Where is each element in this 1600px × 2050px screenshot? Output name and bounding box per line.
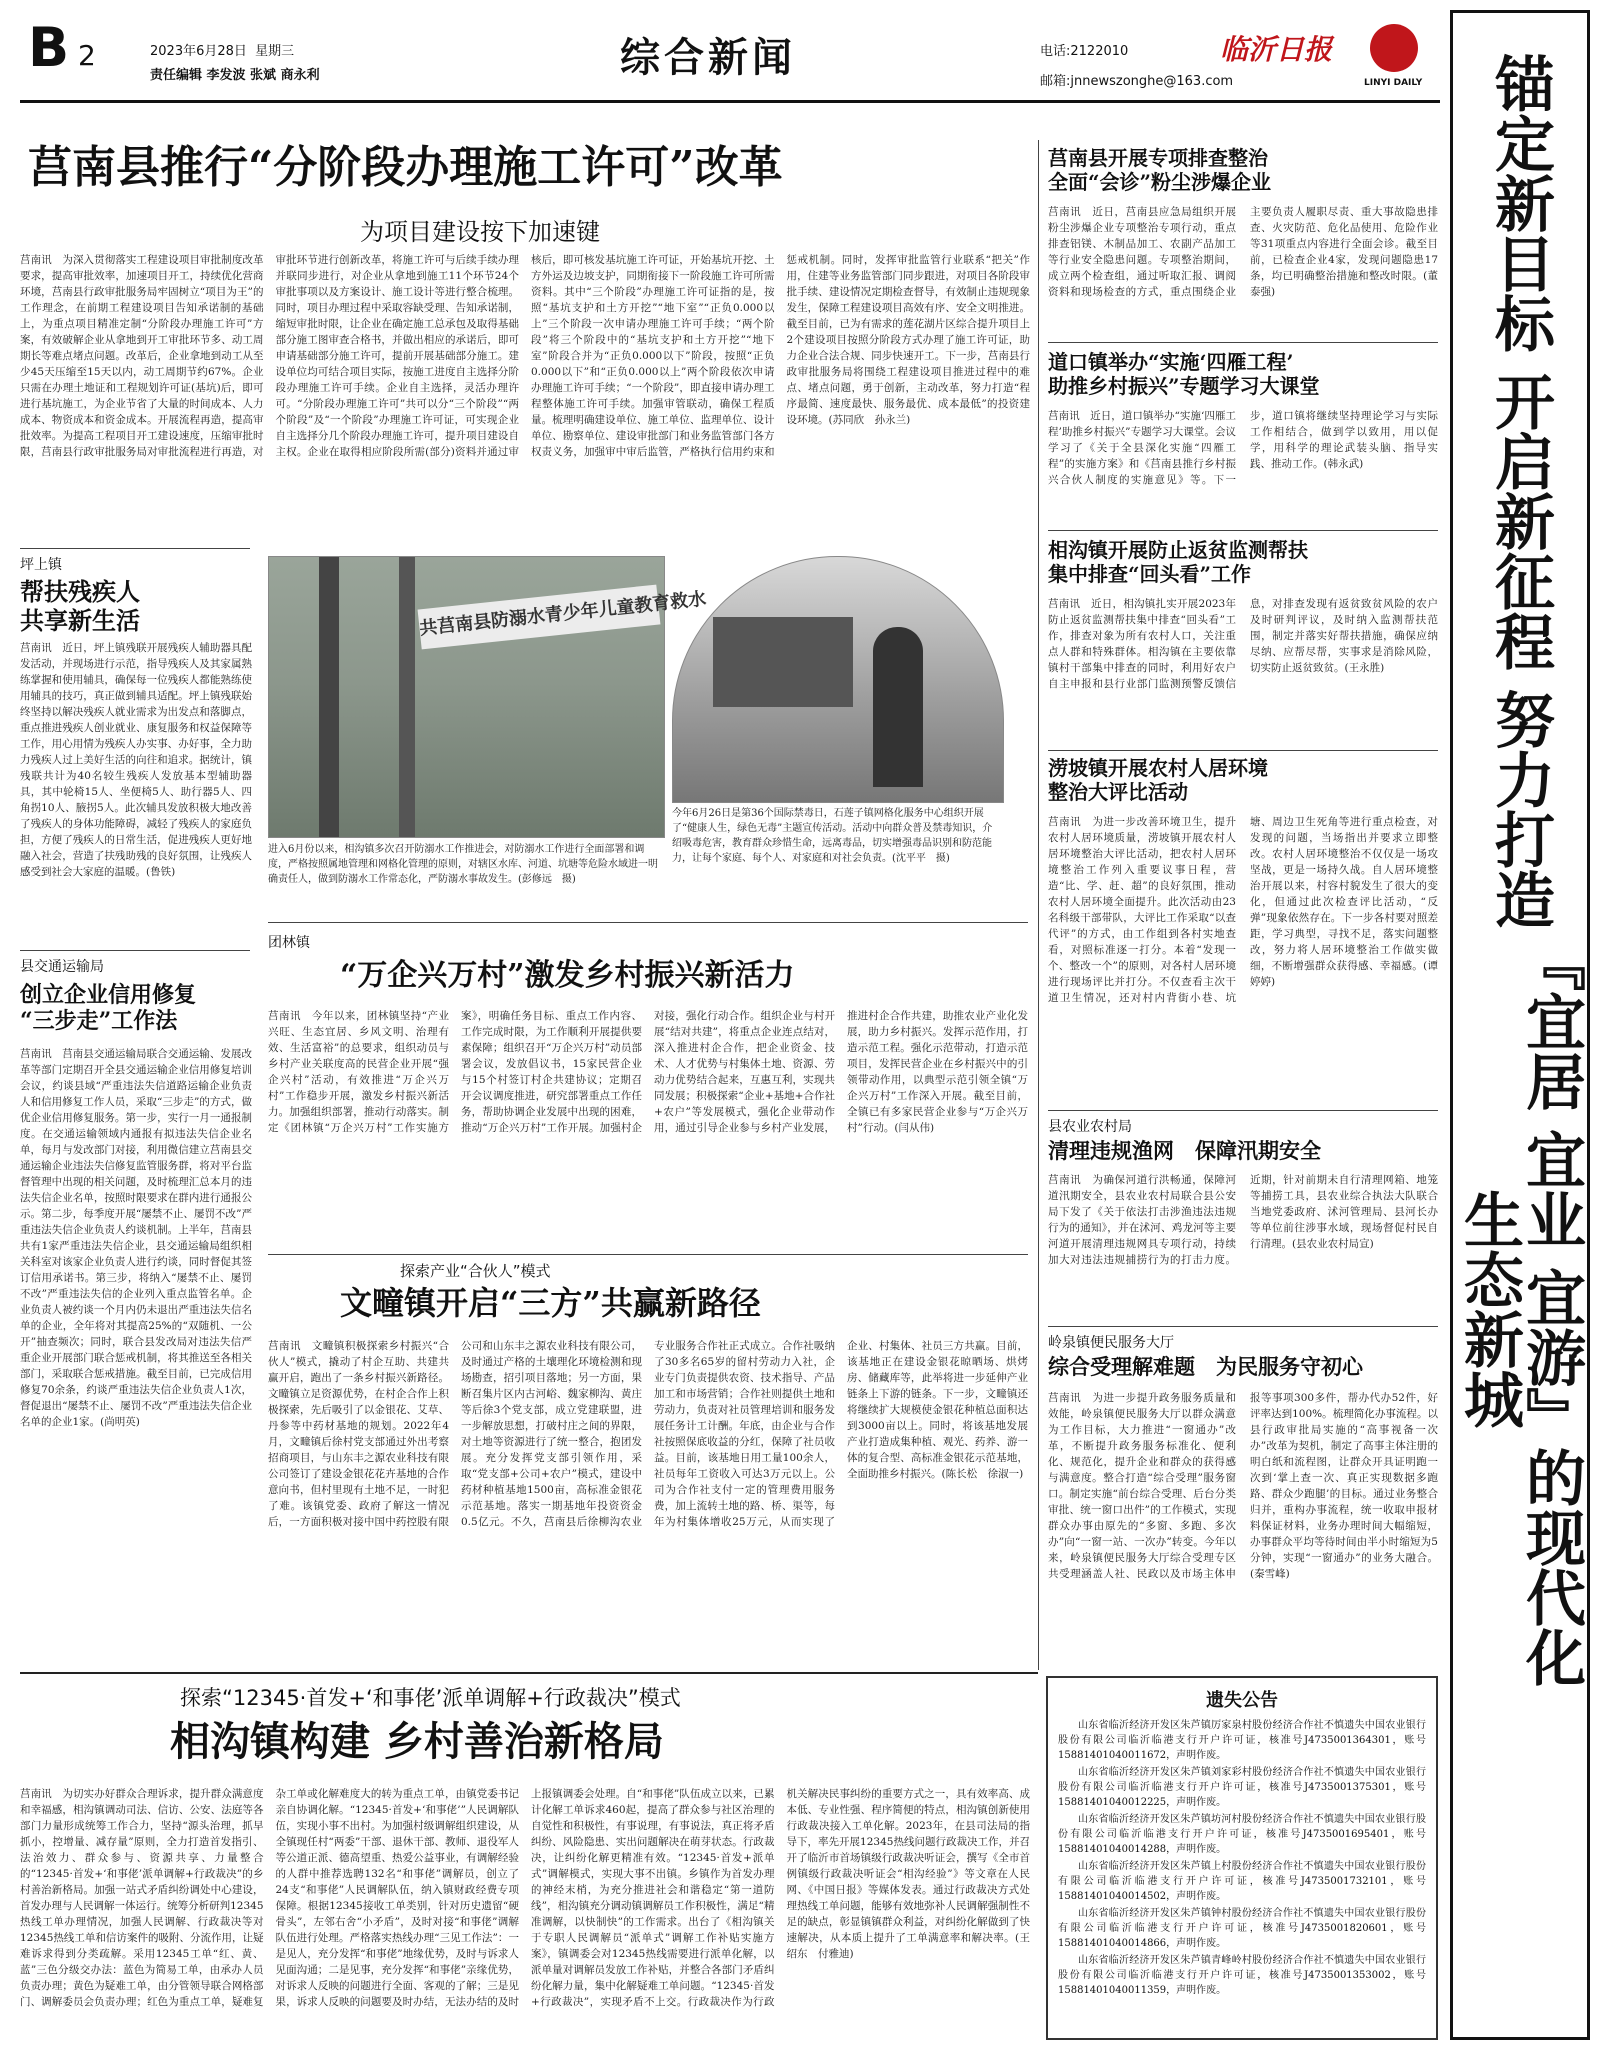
tuanlin-body: 莒南讯 今年以来，团林镇坚持“产业兴旺、生态宜居、乡风文明、治理有效、生活富裕”的总要求，组织动员与乡村产业关联度高的民营企业开展“强企兴村”活动，有效推进“万企兴万村”工作稳步开展，激发乡村振兴新活力。加强组织部署，推动行动落实。制定《团林镇“万企兴万村”工作实施方案》，明确任务目标、重点工作内容、工作完成时限，为工作顺利开展提供要素保障；组织召开“万企兴万村”动员部署会议，发放倡议书，15家民营企业与15个村签订村企共建协议；定期召开会议调度推进，研究部署重点工作任务，帮助协调企业发展中出现的困难，推动“万企兴万村”工作开展。加强村企对接，强化行动合作。组织企业与村开展“结对共建”，将重点企业连点结对，深入推进村企合作，把企业资金、技术、人才优势与村集体土地、资源、劳动力优势结合起来，互惠互利，实现共同发展；积极探索“企业+基地+合作社+农户”等发展模式，强化企业带动作用，通过引导企业参与乡村产业发展，推进村企合作共建，助推农业产业化发展，助力乡村振兴。发挥示范作用，打造示范工程。强化示范带动，打造示范项目，发挥民营企业在乡村振兴中的引领带动作用，以典型示范引领全镇“万企兴万村”工作深入开展。截至目前，全镇已有多家民营企业参与“万企兴万村”行动。(闫从伟) bbox=[268, 1010, 1028, 1134]
slogan-bar bbox=[1450, 10, 1590, 2040]
pingshang-title: 帮扶残疾人 共享新生活 bbox=[20, 577, 140, 635]
slogan-line: 努力打造 bbox=[1485, 689, 1555, 929]
banner-graphic bbox=[418, 585, 708, 650]
lead-subtitle: 为项目建设按下加速键 bbox=[360, 218, 600, 246]
wentong-kicker: 探索产业“合伙人”模式 bbox=[400, 1262, 551, 1280]
rule-a4 bbox=[1048, 750, 1438, 751]
masthead bbox=[20, 18, 1440, 106]
right-a6-title: 综合受理解难题 为民服务守初心 bbox=[1048, 1354, 1363, 1379]
slogan-line: 的现代化生态新城 bbox=[1454, 1189, 1586, 1687]
editors: 责任编辑 李发波 张斌 商永利 bbox=[150, 68, 320, 83]
weekday-text: 星期三 bbox=[255, 44, 295, 59]
xianggou-kicker: 探索“12345·首发+‘和事佬’派单调解+行政裁决”模式 bbox=[180, 1686, 681, 1710]
issue-date bbox=[150, 40, 294, 59]
pingshang-body: 莒南讯 近日，坪上镇残联开展残疾人辅助器具配发活动，并现场进行示范，指导残疾人及其家属熟练掌握和使用辅具，确保每一位残疾人都能熟练使用辅具的技巧，真正做到辅具适配。坪上镇残联始终坚持以解决残疾人就业需求为出发点和落脚点，重点推进残疾人创业就业、康复服务和权益保障等工作，用心用情为残疾人办实事、办好事，全力助力残疾人过上美好生活的向往和追求。据统计，镇残联共计为40名较生残疾人发放基本型辅助器具，其中轮椅15人、坐便椅5人、助行器5人、四角拐10人、腋拐5人。此次辅具发放积极大地改善了残疾人的身体功能障碍，减轻了残疾人的家庭负担，方便了残疾人的日常生活，促进残疾人更好地融入社会，营造了扶残助残的良好氛围，让残疾人感受到社会大家庭的温暖。(鲁铁) bbox=[20, 642, 252, 878]
rule-wentong bbox=[268, 1254, 1028, 1255]
lost-notice-box bbox=[1046, 1676, 1438, 2040]
transport-kicker: 县交通运输局 bbox=[20, 959, 104, 975]
wentong-body: 莒南讯 文疃镇积极探索乡村振兴“合伙人”模式，撬动了村企互助、共建共赢开启，跑出了一条乡村振兴新路径。文疃镇立足资源优势，在村企合作上积极探索，先后吸引了以金银花、艾草、丹参等中药材基地的规划。2022年4月，文疃镇后徐村党支部通过外出考察招商项目，与山东丰之源农业科技有限公司签订了建设金银花花卉基地的合作意向书，但村里现有土地不足，一时犯了难。该镇党委、政府了解这一情况后，一方面积极对接中国中药控股有限公司和山东丰之源农业科技有限公司，及时通过产格的土壤理化环境检测和现场勘查，招引项目落地；另一方面，果断召集片区内古河峪、魏家柳沟、黄庄等后徐3个党支部，成立党建联盟，进一步解放思想，打破村庄之间的界限，对土地等资源进行了统一整合，抱团发展。充分发挥党支部引领作用，采取“党支部+公司+农户”模式，建设中药材种植基地1500亩，高标准金银花示范基地。落实一期基地年投资资金0.5亿元。不久，莒南县后徐柳沟农业专业服务合作社正式成立。合作社吸纳了30多名65岁的留村劳动力入社，企业专门负责提供农资、技术指导、产品加工和市场营销；合作社则提供土地和劳动力，负责对社员管理培训和服务发展任务计工计酬。年底，由企业与合作社按照保底收益的分红，保障了社员收益。目前，该基地日用工量100余人，社员每年工资收入可达3万元以上。公司为合作社支付一定的管理费用服务费，加上流转土地的路、桥、渠等，每年为村集体增收25万元，从而实现了企业、村集体、社员三方共赢。目前，该基地正在建设金银花晾晒场、烘烤房、储藏库等，此举将进一步延伸产业链条上下游的链条。下一步，文疃镇还将继续扩大规模使金银花种植总面积达到3000亩以上。同时，将该基地发展产业打造成集种植、观光、药养、游一体的复合型、高标准金银花示范基地，全面助推乡村振兴。(陈长松 徐淑一) bbox=[268, 1340, 1028, 1528]
notice-item: 山东省临沂经济开发区朱芦镇青峰岭村股份经济合作社不慎遗失中国农业银行股份有限公司临沂临港支行开户许可证，核准号J4735001353002，账号15881401040011359，声明作废。 bbox=[1058, 1955, 1426, 1996]
section-title: 综合新闻 bbox=[620, 35, 796, 81]
paper-logo: 临沂日报 bbox=[1220, 33, 1333, 66]
notice-item: 山东省临沂经济开发区朱芦镇厉家泉村股份经济合作社不慎遗失中国农业银行股份有限公司临沂临港支行开户许可证，核准号J4735001364301，账号15881401040011672，声明作废。 bbox=[1058, 1720, 1426, 1761]
right-a5-kicker: 县农业农村局 bbox=[1048, 1119, 1132, 1135]
rule-transport bbox=[20, 950, 250, 951]
notice-title: 遗失公告 bbox=[1206, 1690, 1278, 1711]
paper-sub: LINYI DAILY bbox=[1364, 78, 1423, 88]
notice-list bbox=[1048, 1712, 1436, 2006]
lead-body: 莒南讯 为深入贯彻落实工程建设项目审批制度改革要求，提高审批效率，加速项目开工，持续优化营商环境，莒南县行政审批服务局牢固树立“项目为王”的工作理念，在前期工程建设项目告知承诺制的基础上，为重点项目精准定制“分阶段办理施工许可”方案，有效破解企业从拿地到开工审批环节多、动工周期长等难点堵点问题。改革后，企业拿地到动工从至少45天压缩至15天以内，动工周期节约67%。企业只需在办理土地证和工程规划许可证(基坑)后，即可进行基坑施工，为企业节省了大量的时间成本、人力成本、物资成本和资金成本。开展流程再造，提高审批效率。为提高工程项目开工建设速度，压缩审批时限，莒南县行政审批服务局对审批流程进行再造，对审批环节进行创新改革，将施工许可与后续手续办理并联同步进行，对企业从拿地到施工11个环节24个审批事项以及方案设计、施工设计等进行整合梳理。同时，项目办理过程中采取容缺受理、告知承诺制，缩短审批时限，让企业在确定施工总承包及取得基础部分施工图审查合格书，并做出相应的承诺后，即可申请基础部分施工许可，提前开展基础部分施工。建设单位均可结合项目实际，按施工进度自主选择分阶段办理施工许可手续。企业自主选择，灵活办理许可。“分阶段办理施工许可”共可以分“三个阶段”“两个阶段”及“一个阶段”办理施工许可证，可实现企业自主选择分几个阶段办理施工许可，提升项目建设自主权。企业在取得相应阶段所需(部分)资料并通过审核后，即可核发基坑施工许可证，开始基坑开挖、土方外运及边坡支护，同期衔接下一阶段施工许可所需资料。其中“三个阶段”办理施工许可证指的是，按照“基坑支护和土方开挖”“地下室”“正负0.000以上”三个阶段一次申请办理施工许可手续；“两个阶段”将三个阶段中的“基坑支护和土方开挖”“地下室”阶段合并为“正负0.000以下”阶段，按照“正负0.000以下”和“正负0.000以上”两个阶段依次申请办理施工许可手续；“一个阶段”，即直接申请办理工程整体施工许可手续。加强审管联动，确保工程质量。梳理明确建设单位、施工单位、监理单位、设计单位、勘察单位、建设审批部门和业务监管部门各方权责义务，加强审中审后监管，严格执行信用约束和惩戒机制。同时，发挥审批监管行业联系“把关”作用，住建等业务监管部门同步跟进，对项目各阶段审批手续、建设情况定期检查督导，有效制止违规现象发生，保障工程建设项目高效有序、安全文明推进。截至目前，已为有需求的莲花湖片区综合提升项目上2个建设项目按照分阶段方式办理了施工许可证，助力企业合法合规、同步快速开工。下一步，莒南县行政审批服务局将围绕工程建设项目推进过程中的难点、堵点问题，勇于创新，主动改革，努力打造“程序最简、速度最快、服务最优、成本最低”的投资建设环境。(苏同欣 孙永兰) bbox=[20, 254, 1030, 458]
col-divider bbox=[1038, 140, 1039, 1670]
notice-item: 山东省临沂经济开发区朱芦镇钟村股份经济合作社不慎遗失中国农业银行股份有限公司临沂临港支行开户许可证，核准号J4735001820601，账号15881401040014866，声明作废。 bbox=[1058, 1908, 1426, 1949]
page-letter: B bbox=[28, 16, 70, 79]
right-a2-title: 道口镇举办“实施‘四雁工程’ 助推乡村振兴”专题学习大课堂 bbox=[1048, 350, 1320, 398]
rule-a5 bbox=[1048, 1110, 1438, 1111]
xianggou-body: 莒南讯 为切实办好群众合理诉求，提升群众满意度和幸福感，相沟镇调动司法、信访、公安、法庭等各部门力量形成统筹工作合力，坚持“源头治理，抓早抓小，控增量、减存量”原则，全力打造首发指引、法治效力、群众参与、资源共享、力量整合的“12345·首发+‘和事佬’派单调解+行政裁决”的乡村善治新格局。加强一站式矛盾纠纷调处中心建设，首发办理与人民调解一体运行。统筹分析研判12345热线工单办理情况，加强人民调解、行政裁决等对12345热线工单和信访案件的吸附、分流作用，让疑难诉求得到分类疏解。采用12345工单“红、黄、蓝”三色分级交办法：蓝色为简易工单，由承办人员负责办理；黄色为疑难工单，由分管领导联合网格部门、调解委员会负责办理；红色为重点工单，疑难复杂工单或化解难度大的转为重点工单，由镇党委书记亲自协调化解。“12345·首发+‘和事佬’”人民调解队伍，实现小事不出村。为加强村级调解组织建设，从全镇现任村“两委”干部、退休干部、教师、退役军人等公道正派、德高望重、热爱公益事业，有调解经验的人群中推荐选聘132名“和事佬”调解员，创立了24支“和事佬”人民调解队伍，纳入镇财政经费专项保障。根据12345接收工单类别，针对历史遗留“硬骨头”，左邻右舍“小矛盾”，及时对接“和事佬”调解队伍进行处理。严格落实热线办理“三见工作法”：一是见人，充分发挥“和事佬”地缘优势，及时与诉求人见面沟通；二是见事，充分发挥“和事佬”亲缘优势，对诉求人反映的问题进行全面、客观的了解；三是见果，诉求人反映的问题要及时办结，无法办结的及时上报镇调委会处理。自“和事佬”队伍成立以来，已累计化解工单诉求460起，提高了群众参与社区治理的自觉性和积极性，有事说理，有事说法，真正将矛盾纠纷、风险隐患、实出问题解决在萌芽状态。行政裁决，让纠纷化解更精准有效。“12345·首发+派单式”调解模式，实现大事不出镇。乡镇作为首发办理的神经末梢，为充分推进社会和谐稳定“第一道防线”，相沟镇充分调动镇调解员工作积极性，满足“精准调解，以快制快”的工作需求。出台了《相沟镇关于专职人民调解员“派单式”调解工作补贴实施方案》，镇调委会对12345热线需要进行派单化解，以派单量对调解员发放工作补贴，并整合各部门矛盾纠纷化解力量，集中化解疑难工单问题。“12345·首发+行政裁决”，实现矛盾不上交。行政裁决作为行政机关解决民事纠纷的重要方式之一，具有效率高、成本低、专业性强、程序简便的特点，相沟镇创新使用行政裁决接入工单化解。2023年，在县司法局的指导下，率先开展12345热线问题行政裁决工作，并召开了临沂市首场镇级行政裁决听证会，撰写《全市首例镇级行政裁决听证会“相沟经验”》等文章在人民网、《中国日报》等媒体发表。通过行政裁决方式处理热线工单问题，能够有效地弥补人民调解强制性不足的缺点，彰显镇镇群众利益，对纠纷化解做到了快速解决，从本质上提升了工单满意率和解决率。(王绍东 付雅迪) bbox=[20, 1788, 1030, 2008]
xianggou-title: 相沟镇构建 乡村善治新格局 bbox=[170, 1718, 664, 1765]
photo-river-banner bbox=[268, 556, 708, 838]
rule-pingshang bbox=[20, 548, 250, 549]
rule-a2 bbox=[1048, 342, 1438, 343]
banner-text: 共莒南县防溺水青少年儿童教育救水 bbox=[418, 588, 708, 640]
tree-graphic bbox=[399, 557, 415, 837]
pingshang-kicker: 坪上镇 bbox=[20, 557, 62, 573]
transport-title: 创立企业信用修复 “三步走”工作法 bbox=[20, 982, 197, 1035]
right-a2-body: 莒南讯 近日，道口镇举办“实施‘四雁工程’助推乡村振兴”专题学习大课堂。会议学习了《关于全县深化实施“四雁工程”的实施方案》和《莒南县推行乡村振兴合伙人制度的实施意见》等。下一步，道口镇将继续坚持理论学习与实际工作相结合，做到学以致用，用以促学，用科学的理论武装头脑、指导实践、推动工作。(韩永武) bbox=[1048, 410, 1438, 486]
right-a4-body: 莒南讯 为进一步改善环境卫生，提升农村人居环境质量，涝坡镇开展农村人居环境整治大评比活动，把农村人居环境整治工作列入重要议事日程，营造“比、学、赶、超”的良好氛围，推动农村人居环境全面提升。此次活动由23名科级干部带队，大评比工作采取“以查代评”的方式，由工作组到各村实地查看，对照标准逐一打分。本着“发现一个、整改一个”的原则，对各村人居环境进行现场评比并打分。不仅查看主次干道卫生情况，还对村内背街小巷、坑塘、周边卫生死角等进行重点检查，对发现的问题，当场指出并要求立即整改。农村人居环境整治不仅仅是一场攻坚战，更是一场持久战。自人居环境整治开展以来，村容村貌发生了很大的变化，但通过此次检查评比活动，“反弹”现象依然存在。下一步各村要对照差距，学习典型，寻找不足，落实问题整改，努力将人居环境整治工作做实做细，不断增强群众获得感、幸福感。(谭婷婷) bbox=[1048, 816, 1438, 1004]
phone: 电话:2122010 bbox=[1040, 44, 1129, 59]
right-a5-title: 清理违规渔网 保障汛期安全 bbox=[1048, 1138, 1321, 1163]
wentong-title: 文疃镇开启“三方”共赢新路径 bbox=[340, 1284, 761, 1322]
tuanlin-kicker: 团林镇 bbox=[268, 935, 310, 951]
notice-item: 山东省临沂经济开发区朱芦镇上村股份经济合作社不慎遗失中国农业银行股份有限公司临沂临港支行开户许可证，核准号J4735001732101，账号15881401040014502，声明作废。 bbox=[1058, 1861, 1426, 1902]
date-text: 2023年6月28日 bbox=[150, 44, 247, 59]
tree-graphic bbox=[319, 557, 339, 837]
person-graphic bbox=[873, 627, 923, 787]
right-a4-title: 涝坡镇开展农村人居环境 整治大评比活动 bbox=[1048, 756, 1268, 804]
right-a3-title: 相沟镇开展防止返贫监测帮扶 集中排查“回头看”工作 bbox=[1048, 538, 1308, 586]
left-photo-caption: 进入6月份以来，相沟镇多次召开防溺水工作推进会，对防溺水工作进行全面部署和调度，严格按照属地管理和网格化管理的原则，对辖区水库、河道、坑塘等危险水域进一明确责任人，做到防溺水工作常态化，严防溺水事故发生。(彭修远 摄) bbox=[268, 844, 658, 885]
slogan-line: 宜游』 bbox=[1516, 1267, 1586, 1447]
right-a5-body: 莒南讯 为确保河道行洪畅通，保障河道汛期安全，县农业农村局联合县公安局下发了《关于依法打击涉渔违法违规行为的通知》，并在沭河、鸡龙河等主要河道开展清理违规网具专项行动，持续加大对违法违规捕捞行为的打击力度。近期，针对前期未自行清理网箱、地笼等捕捞工具，县农业综合执法大队联合当地党委政府、沭河管理局、县河长办等单位前往涉事水域，现场督促村民自行清理。(县农业农村局宣) bbox=[1048, 1174, 1438, 1266]
page-number: 2 bbox=[78, 39, 96, 72]
masthead-rule bbox=[20, 100, 1440, 103]
right-a3-body: 莒南讯 近日，相沟镇扎实开展2023年防止返贫监测帮扶集中排查“回头看”工作，排查对象为所有农村人口，关注重点人群和特殊群体。相沟镇在主要依靠镇村干部集中排查的同时，利用好农户自主申报和县行业部门监测预警反馈信息，对排查发现有返贫致贫风险的农户及时研判评议，及时纳入监测帮扶范围，制定并落实好帮扶措施，确保应纳尽纳、应帮尽帮，实事求是消除风险，切实防止返贫致贫。(王永胜) bbox=[1048, 598, 1438, 690]
right-a1-title: 莒南县开展专项排查整治 全面“会诊”粉尘涉爆企业 bbox=[1048, 146, 1272, 194]
slogan-line: 开启新征程 bbox=[1485, 371, 1555, 671]
transport-body: 莒南讯 莒南县交通运输局联合交通运输、发展改革等部门定期召开全县交通运输企业信用修复培训会议，约谈县域“严重违法失信道路运输企业负责人和信用修复工作人员，采取“三步走”的方式，做优企业信用修复服务。第一步，实行一月一通报制度。在交通运输领域内通报有拟违法失信企业名单，每月与发改部门对接，利用微信建立莒南县交通运输企业违法失信修复监管服务群，将对平台监督管理中出现的相关问题，及时梳理汇总本月的违法失信企业名单，按照时限要求在群内进行通报公示。第二步，每季度开展“屡禁不止、屡罚不改”严重违法失信企业负责人约谈机制。上半年，莒南县共有1家严重违法失信企业，县交通运输局组织相关科室对该家企业负责人进行约谈，同时督促其签订信用承诺书。第三步，将纳入“屡禁不止、屡罚不改”严重违法失信的企业列入重点监管名单。企业负责人被约谈一个月内仍未退出严重违法失信名单的企业，全年将对其提高25%的“双随机、一公开”抽查频次；同时，联合县发改局对违法失信严重企业开展部门联合惩戒机制，将其推送至各相关部门，采取联合惩戒措施。截至目前，已完成信用修复70余条，约谈严重违法失信企业负责人1次，督促退出“屡禁不止、屡罚不改”严重违法失信企业名单的企业1家。(尚明英) bbox=[20, 1048, 252, 1428]
right-photo-caption: 今年6月26日是第36个国际禁毒日，石莲子镇网格化服务中心组织开展了“健康人生，绿色无毒”主题宣传活动。活动中向群众普及禁毒知识，介绍吸毒危害，教育群众珍惜生命，远离毒品，切实增强毒品识别和防范能力，让每个家庭、每个人、对家庭和对社会负责。(沈平平 摄) bbox=[672, 808, 993, 864]
notice-item: 山东省临沂经济开发区朱芦镇刘家彩村股份经济合作社不慎遗失中国农业银行股份有限公司临沂临港支行开户许可证，核准号J4735001375301，账号15881401040012225，声明作废。 bbox=[1058, 1767, 1426, 1808]
slogan-group bbox=[1454, 929, 1586, 1689]
notice-item: 山东省临沂经济开发区朱芦镇坊河村股份经济合作社不慎遗失中国农业银行股份有限公司临沂临港支行开户许可证，核准号J4735001695401，账号15881401040014288，声明作废。 bbox=[1058, 1814, 1426, 1855]
rule-a6 bbox=[1048, 1326, 1438, 1327]
lead-title: 莒南县推行“分阶段办理施工许可”改革 bbox=[28, 142, 783, 193]
rule-tuanlin bbox=[268, 922, 1028, 923]
booth-graphic bbox=[713, 617, 853, 707]
logo-mark-icon bbox=[1370, 24, 1418, 72]
email: 邮箱:jnnewszonghe@163.com bbox=[1040, 74, 1234, 89]
slogan-text bbox=[1453, 53, 1587, 1689]
rule-xianggou bbox=[20, 1672, 1038, 1674]
photo-antidrug-booth bbox=[672, 556, 1004, 803]
right-a6-kicker: 岭泉镇便民服务大厅 bbox=[1048, 1335, 1174, 1351]
slogan-line: 锚定新目标 bbox=[1485, 53, 1555, 353]
right-a6-body: 莒南讯 为进一步提升政务服务质量和效能，岭泉镇便民服务大厅以群众满意为工作目标，大力推进“一窗通办”改革，不断提升政务服务标准化、便利化、规范化，提升企业和群众的获得感与满意度。整合打造“综合受理”服务窗口。制定实施“前台综合受理、后台分类审批、统一窗口出件”的工作模式，实现群众办事由原先的“多窗、多跑、多次办”向“一窗一站、一次办”转变。今年以来，岭泉镇便民服务大厅综合受理专区共受理涵盖人社、民政以及市场主体申报等事项300多件，帮办代办52件，好评率达到100%。梳理简化办事流程。以县行政审批局实施的“高事视备一次办”改革为契机，制定了高事主体注册的明白纸和流程图，让群众开具证明跑一次到‘掌上查一次、真正实现数据多跑路、群众少跑腿’的目标。通过业务整合归并，重构办事流程，统一收取申报材料保证材料，业务办理时间大幅缩短，办事群众平均等待时间由半小时缩短为5分钟，实现“一窗通办”的业务大融合。(秦雪峰) bbox=[1048, 1392, 1438, 1580]
slogan-line: 『宜居 bbox=[1516, 931, 1586, 1111]
slogan-line: 宜业 bbox=[1516, 1129, 1586, 1249]
tuanlin-title: “万企兴万村”激发乡村振兴新活力 bbox=[340, 958, 795, 993]
rule-a3 bbox=[1048, 530, 1438, 531]
right-a1-body: 莒南讯 近日，莒南县应急局组织开展粉尘涉爆企业专项整治专项行动，重点排查铝镁、木制品加工、农副产品加工等行业安全隐患问题。专项整治期间，成立两个检查组，通过听取汇报、调阅资料和现场检查的方式，重点围绕企业主要负责人履职尽责、重大事故隐患排查、火灾防范、危化品使用、危险作业等31项重点内容进行全面会诊。截至目前，已检查企业4家，发现问题隐患17条，均已明确整治措施和整改时限。(董泰强) bbox=[1048, 206, 1438, 298]
